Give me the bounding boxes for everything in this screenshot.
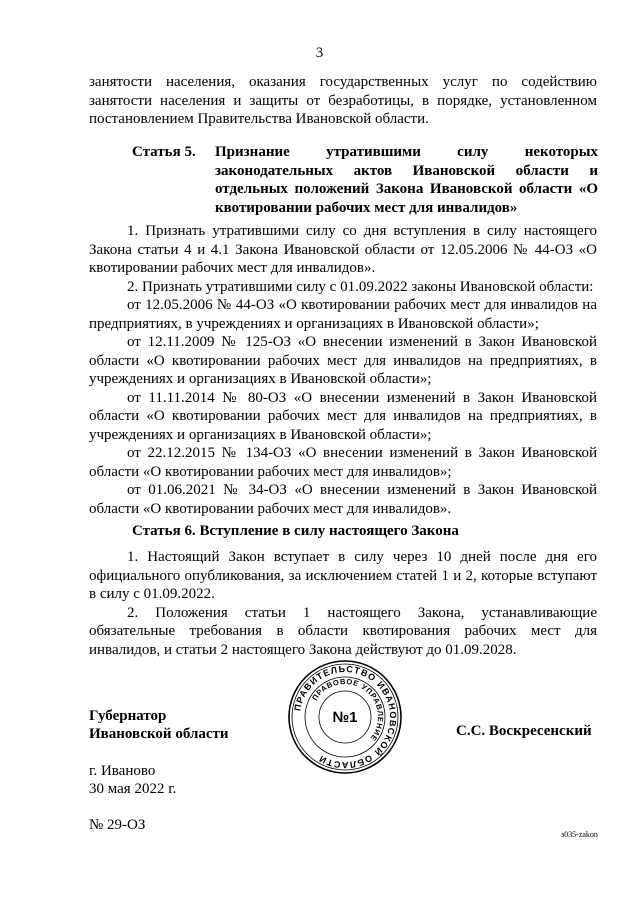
article-5-body: [89, 222, 597, 518]
signatory-name: С.С. Воскресенский: [456, 723, 592, 739]
article-6-body: [89, 548, 597, 659]
signatory-region: Ивановской области: [89, 726, 229, 742]
paragraph: 2. Признать утратившими силу с 01.09.2022 законы Ивановской области:: [127, 278, 594, 295]
paragraph: 2. Положения статьи 1 настоящего Закона, устанавливающие обязательные требования в области квотирования рабочих мест для инвалидов, и статьи 2 настоящего Закона действуют до 01.09.2028.: [89, 604, 597, 658]
paragraph: от 12.05.2006 № 44-ОЗ «О квотировании рабочих мест для инвалидов на предприятиях, в учреждениях и организациях в Ивановской области»;: [89, 297, 597, 332]
law-number: № 29-ОЗ: [89, 817, 146, 833]
seal-ring-text: ПРАВИТЕЛЬСТВО ИВАНОВСКОЙ ОБЛАСТИ: [292, 663, 399, 771]
paragraph: от 11.11.2014 № 80-ОЗ «О внесении изменений в Закон Ивановской области «О квотировании рабочих мест для инвалидов на предприятиях, в учреждениях и организациях в Ивановской области»;: [89, 389, 597, 443]
paragraph: от 12.11.2009 № 125-ОЗ «О внесении изменений в Закон Ивановской области «О квотировании рабочих мест для инвалидов на предприятиях, в учреждениях и организациях в Ивановской области»;: [89, 334, 597, 387]
paragraph: от 22.12.2015 № 134-ОЗ «О внесении изменений в Закон Ивановской области «О квотировании рабочих мест для инвалидов»;: [89, 445, 597, 480]
article-number: Статья 5.: [132, 144, 196, 160]
place: г. Иваново: [89, 763, 156, 779]
paragraph: от 01.06.2021 № 34-ОЗ «О внесении изменений в Закон Ивановской области «О квотировании рабочих мест для инвалидов».: [89, 482, 597, 517]
signatory-position: Губернатор: [89, 708, 167, 724]
document-code: з035-zakon: [561, 830, 598, 839]
article-title: Признание утратившими силу некоторых законодательных актов Ивановской области и отдельных положений Закона Ивановской области «О квотировании рабочих мест для инвалидов»: [215, 144, 598, 216]
date: 30 мая 2022 г.: [89, 781, 177, 797]
article-6-heading: Статья 6. Вступление в силу настоящего Закона: [132, 523, 459, 539]
intro-paragraph: [89, 73, 597, 129]
page-number: 3: [315, 45, 324, 61]
paragraph: 1. Признать утратившими силу со дня вступления в силу настоящего Закона статьи 4 и 4.1 Закона Ивановской области от 12.05.2006 № 44-ОЗ «О квотировании рабочих мест для инвалидов».: [89, 223, 597, 276]
paragraph: занятости населения, оказания государственных услуг по содействию занятости населения и защиты от безработицы, в порядке, установленном постановлением Правительства Ивановской области.: [89, 74, 597, 127]
paragraph: 1. Настоящий Закон вступает в силу через 10 дней после дня его официального опубликования, за исключением статей 1 и 2, которые вступают в силу с 01.09.2022.: [89, 549, 597, 602]
seal-inner-text: ПРАВОВОЕ УПРАВЛЕНИЕ: [310, 676, 386, 744]
seal-center-number: №1: [332, 709, 358, 726]
official-seal: [287, 659, 403, 775]
